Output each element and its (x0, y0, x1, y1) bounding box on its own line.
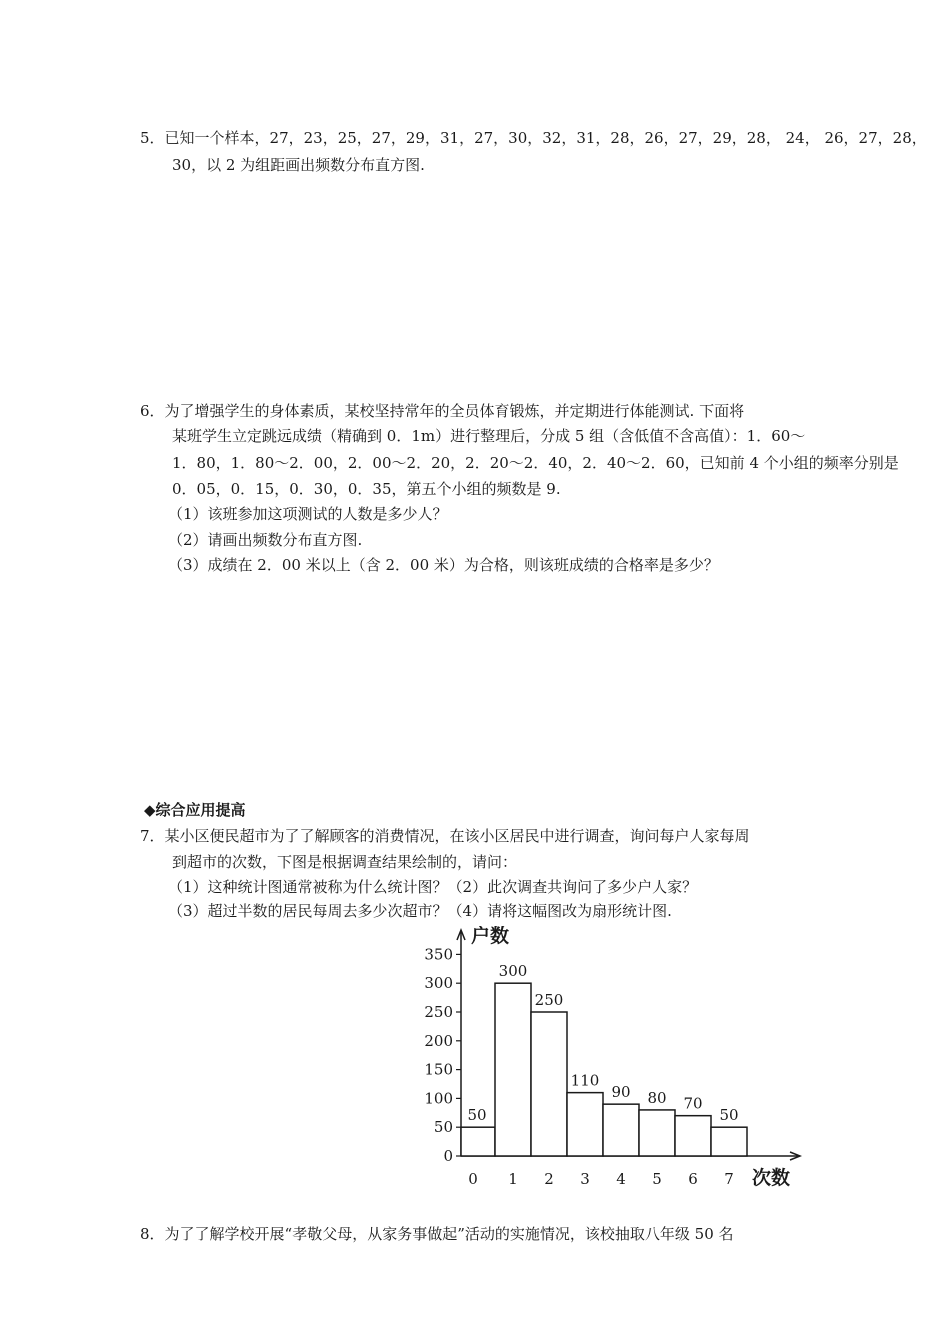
problem-7-questions-3-4: （3）超过半数的居民每周去多少次超市？（4）请将这幅图改为扇形统计图. (168, 902, 672, 920)
bar-data-label: 70 (683, 1094, 703, 1113)
x-tick-label: 1 (508, 1170, 518, 1188)
histogram-bar (711, 1127, 747, 1156)
problem-6-line-3: 1．80，1．80～2．00，2．00～2．20，2．20～2．40，2．40～2．60，已知前 4 个小组的频率分别是 (172, 454, 899, 472)
problem-6-question-3: （3）成绩在 2．00 米以上（含 2．00 米）为合格，则该班成绩的合格率是多少？ (168, 556, 719, 574)
problem-7-line-2: 到超市的次数，下图是根据调查结果绘制的，请问： (172, 853, 518, 871)
problem-6-line-2: 某班学生立定跳远成绩（精确到 0．1m）进行整理后，分成 5 组（含低值不含高值）：1．60～ (172, 427, 806, 445)
section-heading: ◆综合应用提高 (144, 801, 246, 819)
histogram-bar (603, 1104, 639, 1156)
bar-data-label: 80 (647, 1088, 667, 1107)
x-tick-label: 0 (468, 1170, 478, 1188)
problem-6-question-1: （1）该班参加这项测试的人数是多少人？ (168, 505, 448, 523)
chart-bars (461, 983, 747, 1156)
x-tick-label: 4 (616, 1170, 626, 1188)
x-axis-title: 次数 (751, 1167, 791, 1188)
x-tick-label: 2 (544, 1170, 554, 1188)
x-tick-label: 6 (688, 1170, 698, 1188)
bar-data-label: 110 (570, 1071, 600, 1090)
x-tick-label: 7 (724, 1170, 734, 1188)
bar-data-label: 50 (467, 1106, 487, 1125)
y-tick-label: 250 (424, 1003, 453, 1021)
x-tick-label: 3 (580, 1170, 590, 1188)
histogram-bar (495, 983, 531, 1156)
histogram-bar (461, 1127, 495, 1156)
y-tick-label: 300 (424, 974, 453, 993)
y-tick-label: 50 (433, 1118, 453, 1137)
problem-5-line-1: 5．已知一个样本，27，23，25，27，29，31，27，30，32，31，28，26，27，29，28， 24， 26，27，28， (140, 129, 927, 147)
problem-7-line-1: 7．某小区便民超市为了了解顾客的消费情况，在该小区居民中进行调查，询问每户人家每周 (140, 827, 750, 845)
problem-8-line-1: 8．为了了解学校开展“孝敬父母，从家务事做起”活动的实施情况，该校抽取八年级 50 名 (140, 1225, 734, 1243)
y-tick-label: 0 (443, 1147, 453, 1165)
problem-6-line-4: 0．05，0．15，0．30，0．35，第五个小组的频数是 9. (172, 480, 561, 498)
y-tick-label: 100 (424, 1089, 453, 1108)
bar-data-label: 250 (534, 991, 564, 1009)
histogram-bar (531, 1012, 567, 1156)
y-axis-title: 户数 (471, 926, 510, 947)
problem-6-question-2: （2）请画出频数分布直方图. (168, 531, 363, 549)
problem-5-line-2: 30，以 2 为组距画出频数分布直方图. (172, 156, 425, 174)
problem-6-line-1: 6．为了增强学生的身体素质，某校坚持常年的全员体育锻炼，并定期进行体能测试. 下面将 (140, 402, 745, 420)
y-tick-label: 350 (424, 945, 453, 964)
bar-data-label: 50 (719, 1106, 739, 1125)
problem-7-questions-1-2: （1）这种统计图通常被称为什么统计图？（2）此次调查共询问了多少户人家？ (168, 878, 698, 896)
bar-data-label: 300 (498, 962, 528, 981)
y-tick-label: 150 (424, 1060, 453, 1079)
bar-data-label: 90 (611, 1083, 631, 1102)
histogram-bar (639, 1110, 675, 1156)
histogram-bar (567, 1093, 603, 1156)
y-tick-label: 200 (424, 1031, 453, 1050)
histogram-chart (415, 926, 815, 1188)
x-tick-label: 5 (652, 1170, 662, 1188)
histogram-bar (675, 1116, 711, 1156)
